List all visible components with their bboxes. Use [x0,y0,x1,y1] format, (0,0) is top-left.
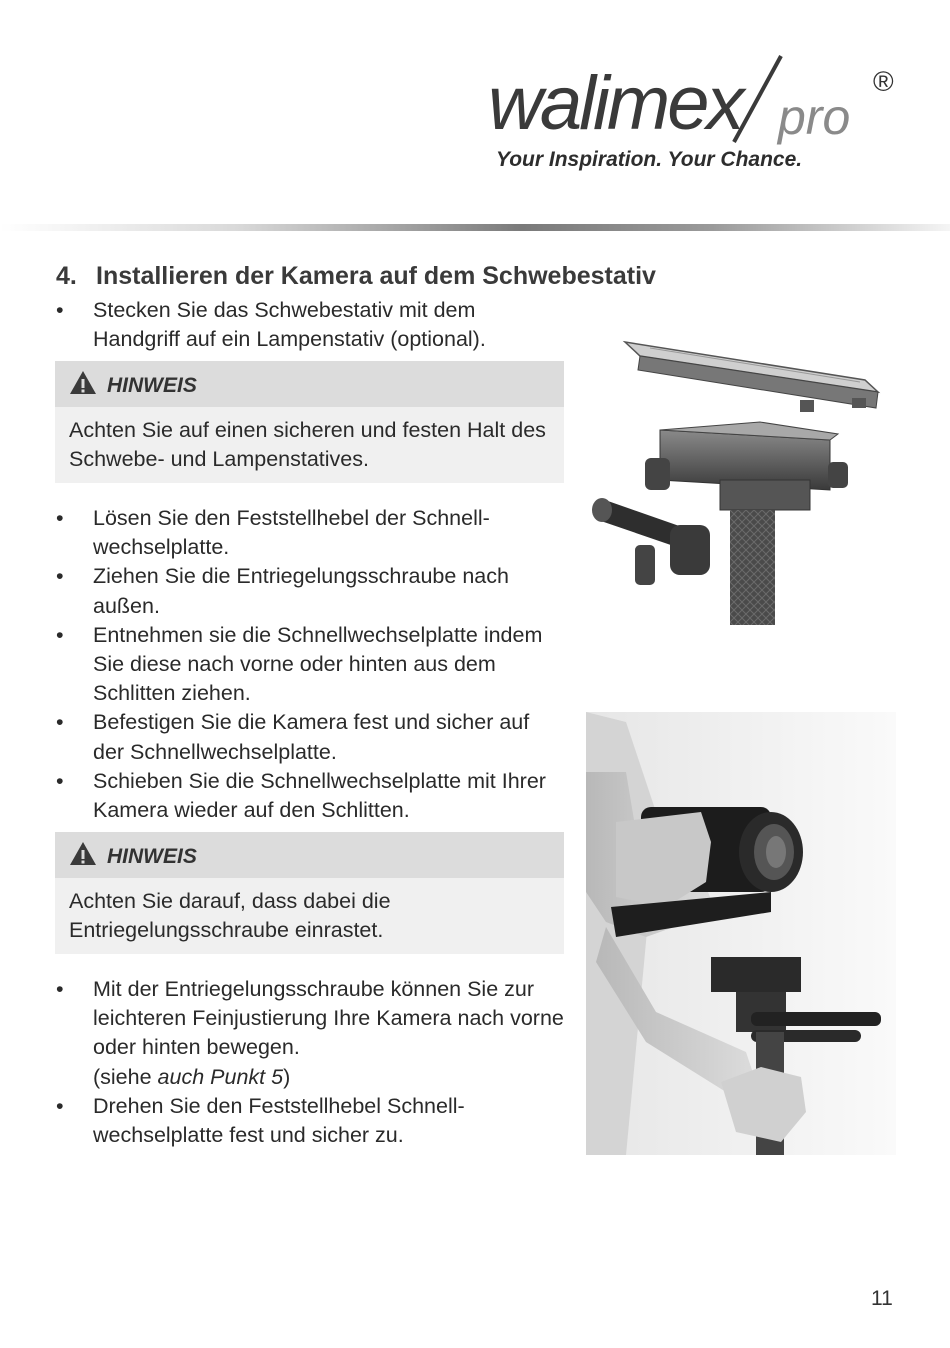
note-box-2 [55,832,564,954]
note-body: Achten Sie darauf, dass dabei die Entriegelungsschraube einrastet. [69,889,391,943]
reference-suffix: ) [283,1064,291,1089]
note-title: HINWEIS [107,374,197,397]
logo-wordmark: walimex [488,61,742,146]
tagline: Your Inspiration. Your Chance. [496,148,803,171]
warning-icon [69,841,97,866]
logo-swoosh [726,54,786,144]
header-divider [0,224,950,231]
note-body: Achten Sie auf einen sicheren und festen Halt des Schwebe- und Lampenstatives. [69,418,546,472]
section-title: Installieren der Kamera auf dem Schwebestativ [96,262,656,290]
walimex-pro-logo [488,50,908,180]
bullet-list-3 [56,975,566,1150]
list-item: • Stecken Sie das Schwebestativ mit dem Handgriff auf ein Lampenstativ (optional). [56,296,566,354]
camera-on-stabilizer-photo [586,712,896,1155]
reference-italic: auch Punkt 5 [157,1064,284,1089]
list-item: • Lösen Sie den Feststellhebel der Schnell- wechselplatte. [56,504,566,562]
list-item [56,975,566,1092]
note-header [55,361,564,407]
list-item-text: Mit der Entriegelungsschraube können Sie zur leichteren Feinjustierung Ihre Kamera nach vorne oder hinten bewegen. [93,977,564,1060]
note-header [55,832,564,878]
list-item: • Befestigen Sie die Kamera fest und sicher auf der Schnellwechselplatte. [56,708,566,766]
list-item: • Ziehen Sie die Entriegelungsschraube nach außen. [56,562,566,620]
warning-icon [69,370,97,395]
list-item: • Drehen Sie den Feststellhebel Schnell- wechselplatte fest und sicher zu. [56,1092,566,1150]
section-number: 4. [56,262,77,290]
quick-release-plate-photo [590,330,885,625]
note-box-1 [55,361,564,483]
logo-suffix: pro [778,89,851,145]
bullet-list-2 [56,504,566,825]
note-title: HINWEIS [107,845,197,868]
list-item: • Schieben Sie die Schnellwechselplatte mit Ihrer Kamera wieder auf den Schlitten. [56,767,566,825]
registered-mark: ® [873,66,894,97]
section-heading [56,262,656,291]
bullet-list-1 [56,296,566,354]
reference-prefix: (siehe [93,1064,158,1089]
page-number: 11 [871,1287,893,1310]
list-item: • Entnehmen sie die Schnellwechselplatte indem Sie diese nach vorne oder hinten aus dem Schlitten ziehen. [56,621,566,709]
